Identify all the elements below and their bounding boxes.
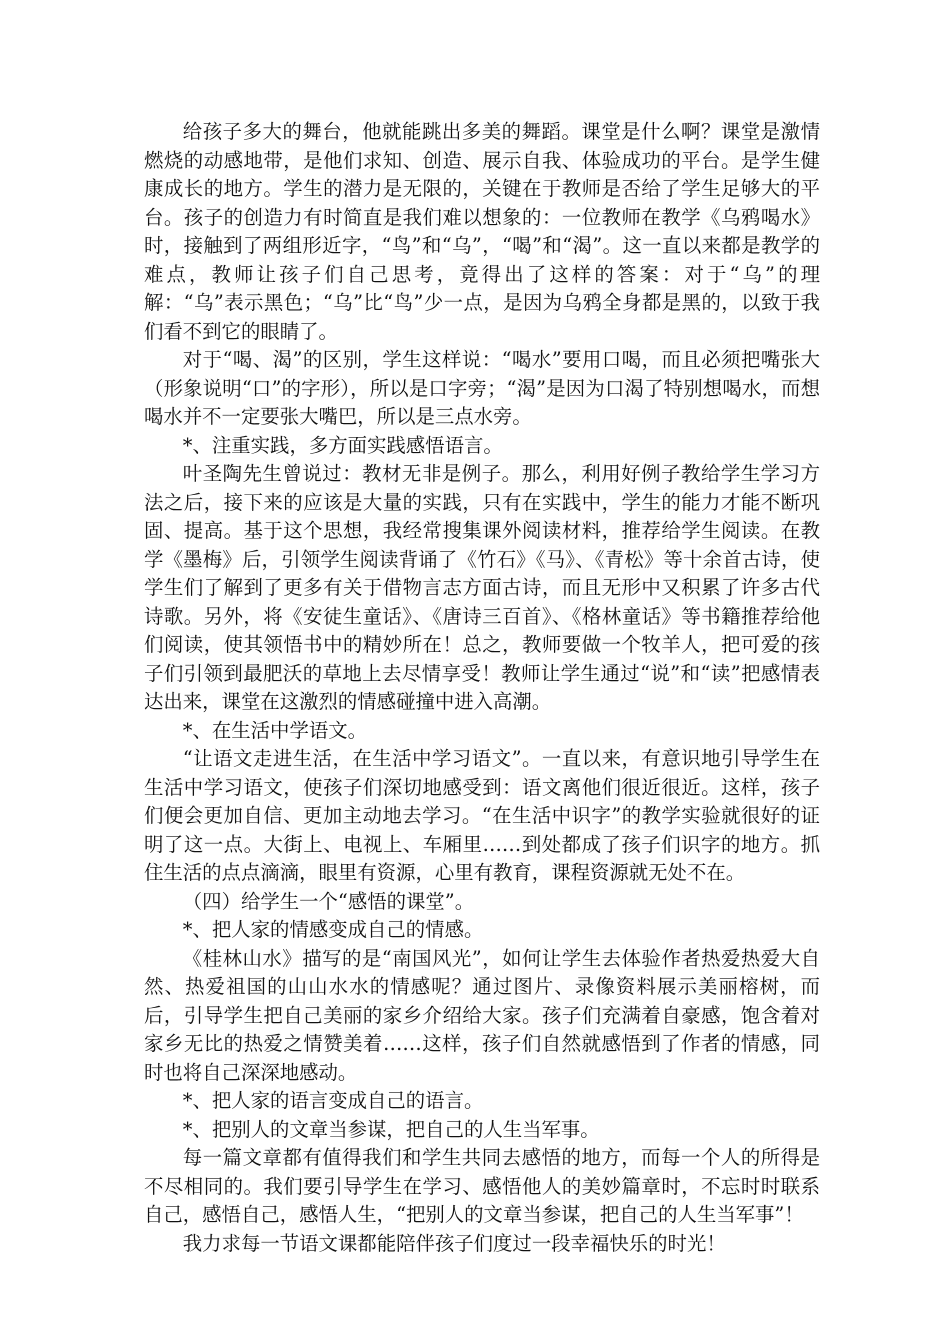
paragraph-every-article: 每一篇文章都有值得我们和学生共同去感悟的地方，而每一个人的所得是不尽相同的。我们要引导学生在学习、感悟他人的美妙篇章时，不忘时时联系自己，感悟自己，感悟人生，“把别人的文章当参谋，把自己的人生当军事”！: [144, 1146, 820, 1226]
paragraph-life: “让语文走进生活，在生活中学习语文”。一直以来，有意识地引导学生在生活中学习语文，使孩子们深切地感受到：语文离他们很近很近。这样，孩子们便会更加自信、更加主动地去学习。“在生活中识字”的教学实验就很好的证明了这一点。大街上、电视上、车厢里……到处都成了孩子们识字的地方。抓住生活的点点滴滴，眼里有资源，心里有教育，课程资源就无处不在。: [144, 747, 820, 884]
heading-emotion: *、把人家的情感变成自己的情感。: [182, 918, 484, 941]
heading-section-four: （四）给学生一个“感悟的课堂”。: [182, 889, 475, 913]
heading-language: *、把人家的语言变成自己的语言。: [182, 1089, 484, 1112]
paragraph-stage: 给孩子多大的舞台，他就能跳出多美的舞蹈。课堂是什么啊？课堂是激情燃烧的动感地带，是他们求知、创造、展示自我、体验成功的平台。是学生健康成长的地方。学生的潜力是无限的，关键在于教师是否给了学生足够大的平台。孩子的创造力有时简直是我们难以想象的：一位教师在教学《乌鸦喝水》时，接触到了两组形近字，“鸟”和“乌”，“喝”和“渴”。这一直以来都是教学的难点，教师让孩子们自己思考，竟得出了这样的答案：对于“乌”的理解：“乌”表示黑色；“乌”比“鸟”少一点，是因为乌鸦全身都是黑的，以致于我们看不到它的眼睛了。: [144, 120, 820, 343]
heading-advisor: *、把别人的文章当参谋，把自己的人生当军事。: [182, 1117, 600, 1141]
paragraph-ye-shengtao: 叶圣陶先生曾说过：教材无非是例子。那么，利用好例子教给学生学习方法之后，接下来的应该是大量的实践，只有在实践中，学生的能力才能不断巩固、提高。基于这个思想，我经常搜集课外阅读材料，推荐给学生阅读。在教学《墨梅》后，引领学生阅读背诵了《竹石》《马》、《青松》等十余首古诗，使学生们了解到了更多有关于借物言志方面古诗，而且无形中又积累了许多古代诗歌。另外，将《安徒生童话》、《唐诗三百首》、《格林童话》等书籍推荐给他们阅读，使其领悟书中的精妙所在！总之，教师要做一个牧羊人，把可爱的孩子们引领到最肥沃的草地上去尽情享受！教师让学生通过“说”和“读”把感情表达出来，课堂在这激烈的情感碰撞中进入高潮。: [144, 462, 820, 713]
document-body: [144, 118, 820, 1258]
paragraph-guilin: 《桂林山水》描写的是“南国风光”，如何让学生去体验作者热爱热爱大自然、热爱祖国的山山水水的情感呢？通过图片、录像资料展示美丽榕树，而后，引导学生把自己美丽的家乡介绍给大家。孩子们充满着自豪感，饱含着对家乡无比的热爱之情赞美着……这样，孩子们自然就感悟到了作者的情感，同时也将自己深深地感动。: [144, 946, 820, 1084]
paragraph-he-ke: 对于“喝、渴”的区别，学生这样说：“喝水”要用口喝，而且必须把嘴张大（形象说明“口”的字形），所以是口字旁；“渴”是因为口渴了特别想喝水，而想喝水并不一定要张大嘴巴，所以是三点水旁。: [144, 348, 820, 428]
heading-practice: *、注重实践，多方面实践感悟语言。: [182, 433, 503, 457]
paragraph-closing: 我力求每一节语文课都能陪伴孩子们度过一段幸福快乐的时光！: [182, 1231, 726, 1255]
heading-life: *、在生活中学语文。: [182, 718, 368, 742]
